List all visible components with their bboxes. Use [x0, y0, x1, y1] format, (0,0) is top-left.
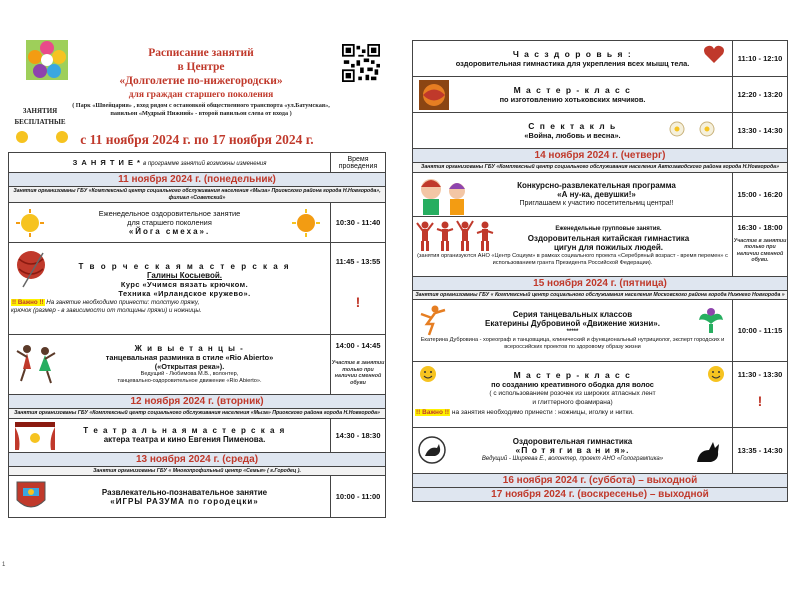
event-line: «Война, любовь и весна». — [524, 130, 621, 140]
event-line: крючок (размер - в зависимости от толщины пряжи) и ножницы. — [11, 306, 202, 314]
event-line: Ведущий - Любимова М.В., волонтер, — [140, 371, 239, 377]
event-line: по созданию креативного ободка для волос — [491, 380, 654, 389]
event-row — [413, 428, 788, 474]
day-row — [413, 474, 788, 488]
event-time: 12:20 - 13:20 — [733, 77, 788, 113]
day-title: 15 ноября 2024 г. (пятница) — [413, 276, 788, 290]
event-time: 14:30 - 18:30 — [331, 418, 386, 452]
day-off-sun: 17 ноября 2024 г. (воскресенье) – выходной — [413, 488, 788, 502]
day-off-sat: 16 ноября 2024 г. (суббота) – выходной — [413, 474, 788, 488]
org-row — [413, 290, 788, 300]
left-schedule — [8, 152, 386, 518]
exclamation-icon: ! — [355, 294, 361, 310]
col-header-time: Время проведения — [331, 153, 386, 173]
title-line: Расписание занятий — [148, 47, 254, 59]
event-row — [413, 77, 788, 113]
subtitle: для граждан старшего поколения — [128, 90, 274, 100]
page-number: 1 — [2, 562, 6, 568]
schedule-table-left — [8, 152, 386, 518]
event-line: Оздоровительная гимнастика — [512, 437, 633, 446]
org-text: Занятия организованы ГБУ « Многопрофильный центр «Семья» ( г.Городец ). — [9, 466, 386, 476]
event-time: 16:30 - 18:00 — [737, 222, 783, 232]
event-title: Т в о р ч е с к а я м а с т е р с к а я — [78, 261, 291, 271]
event-row — [9, 203, 386, 243]
event-line: и глиттерного фоамирана) — [532, 399, 613, 406]
event-title: «А ну-ка, девушки!» — [557, 189, 636, 199]
event-line: Приглашаем к участию посетительниц центра!! — [519, 199, 674, 207]
flowers-icon — [663, 117, 723, 143]
date-range: с 11 ноября 2024 г. по 17 ноября 2024 г. — [80, 132, 314, 147]
event-time: 15:00 - 16:20 — [733, 172, 788, 216]
event-time: 11:10 - 12:10 — [733, 41, 788, 77]
address-line: павильон «Мудрый Нижний» - второй павильон слева от входа ) — [110, 110, 292, 117]
qr-code-icon[interactable] — [342, 44, 380, 82]
event-time: 10:00 - 11:00 — [331, 476, 386, 518]
event-line: на занятия необходимо принести : ножницы, иголку и нитки. — [451, 409, 634, 416]
day-title: 12 ноября 2024 г. (вторник) — [9, 395, 386, 409]
event-line: актера театра и кино Евгения Пименова. — [103, 435, 266, 444]
org-text: Занятия организованы ГБУ « Комплексный центр социального обслуживания населения Московского района города Нижнего Новгорода » — [413, 290, 788, 300]
event-row — [9, 335, 386, 395]
gorodets-emblem-icon — [15, 480, 47, 514]
event-line: Еженедельные групповые занятия. — [555, 225, 662, 232]
event-line: Курс «Учимся вязать крючком. — [120, 279, 249, 289]
day-title: 13 ноября 2024 г. (среда) — [9, 452, 386, 466]
address-line: ( Парк «Швейцария» , вход рядом с остановкой общественного транспорта «ул.Батумская», — [72, 102, 330, 109]
org-row — [9, 466, 386, 476]
event-row — [9, 243, 386, 335]
day-title: 11 ноября 2024 г. (понедельник) — [9, 173, 386, 187]
event-line: ( с использованием розочек из широких атласных лент — [489, 390, 656, 397]
event-row — [413, 216, 788, 276]
day-row — [9, 395, 386, 409]
sun-icon — [291, 209, 321, 237]
yarn-ball-icon — [13, 249, 49, 289]
event-time: 11:30 - 13:30 — [737, 370, 783, 379]
event-title: Т е а т р а л ь н а я м а с т е р с к а я — [83, 426, 286, 435]
day-row — [413, 276, 788, 290]
event-title: М а с т е р - к л а с с — [513, 84, 632, 95]
col-header-note: в программе занятий возможны изменения — [143, 161, 267, 167]
free-badge: ЗАНЯТИЯ БЕСПЛАТНЫЕ — [14, 106, 66, 152]
theater-curtain-icon — [15, 422, 55, 450]
day-row — [9, 452, 386, 466]
event-row — [9, 418, 386, 452]
important-badge: !! Важно !! — [416, 409, 450, 416]
event-line: для старшего поколения — [127, 218, 212, 227]
event-time: 10:30 - 11:40 — [331, 203, 386, 243]
khotkovo-ball-icon — [419, 80, 449, 110]
cheering-women-icon — [415, 175, 471, 215]
sun-icon — [15, 209, 45, 237]
event-line: Развлекательно-познавательное занятие — [101, 487, 268, 497]
org-text: Занятия организованы ГБУ «Комплексный центр социального обслуживания населения Автозаводского района города Н.Новгорода» — [413, 163, 788, 173]
event-line: На занятие необходимо принести: толстую пряжу, — [46, 298, 200, 306]
event-line: танцевальная разминка в стиле «Rio Abierto» — [105, 353, 274, 362]
day-row — [9, 173, 386, 187]
event-title: М а с т е р - к л а с с — [513, 370, 632, 380]
event-title: Ч а с з д о р о в ь я : — [512, 48, 633, 59]
event-title: «ИГРЫ РАЗУМА по городецки» — [110, 496, 259, 506]
black-cat-icon — [693, 436, 723, 464]
event-note: Участие в занятии только при наличии сменной обуви. — [733, 237, 787, 263]
org-text: Занятия организованы ГБУ «Комплексный центр социального обслуживания населения «Мыза» Приокского района города Н.Новгорода», филиал «Советский» — [9, 187, 386, 203]
event-row — [413, 41, 788, 77]
event-time: 11:45 - 13:55 — [335, 257, 381, 266]
event-line: оздоровительная гимнастика для укрепления всех мышц тела. — [455, 58, 690, 68]
schedule-table-right — [412, 40, 788, 502]
col-header-activity: З А Н Я Т И Е * — [72, 158, 141, 167]
flower-logo-icon — [26, 40, 68, 80]
event-title: Оздоровительная китайская гимнастика — [527, 233, 690, 243]
event-time: 14:00 - 14:45 — [335, 341, 381, 350]
important-badge: !! Важно !! — [12, 298, 44, 306]
event-line: ***** — [566, 329, 579, 335]
event-title: Екатерины Дубровиной «Движение жизни». — [485, 319, 660, 328]
org-row — [9, 409, 386, 419]
event-row — [413, 113, 788, 149]
event-line: (занятия организуются АНО «Центр Социум» в рамках социального проекта «Серебряный возраст - время перемен» с использованием гранта Президента Российской Федерации). — [417, 252, 728, 266]
day-row — [413, 488, 788, 502]
event-row — [413, 300, 788, 362]
org-row — [413, 163, 788, 173]
day-title: 14 ноября 2024 г. (четверг) — [413, 149, 788, 163]
day-row — [413, 149, 788, 163]
right-schedule — [412, 40, 788, 502]
event-time: 13:30 - 14:30 — [733, 113, 788, 149]
smiley-icon — [705, 364, 727, 384]
event-line: Серия танцевальных классов — [512, 310, 633, 319]
event-title: Галины Косыевой. — [147, 270, 222, 280]
exclamation-icon: ! — [757, 393, 763, 409]
event-line: Екатерина Дубровина - хореограф и танцовщица, клинический и функциональный нутрициолог, эксперт городских и всероссийских проектов по здоровому образу жизни — [420, 337, 725, 350]
event-title: Ж и в ы е т а н ц ы - — [134, 344, 245, 353]
heart-icon — [703, 44, 725, 64]
title-block — [70, 46, 332, 118]
event-title: С п е к т а к л ь — [528, 120, 617, 131]
event-line: Ведущий - Ширяева Е., волонтер, проект АНО «Гологрампика» — [481, 456, 664, 462]
event-title: цигун для пожилых людей. — [554, 242, 663, 252]
org-row — [9, 187, 386, 203]
event-row — [413, 362, 788, 428]
smiley-icon — [417, 364, 439, 384]
cat-stretch-icon — [417, 434, 447, 466]
event-time: 10:00 - 11:15 — [733, 300, 788, 362]
event-line: Техника «Ирландское кружево». — [118, 288, 251, 298]
title-line: в Центре — [177, 61, 225, 73]
event-line: («Открытая река»). — [154, 362, 225, 371]
event-line: Еженедельное оздоровительное занятие — [98, 209, 241, 218]
event-line: Конкурсно-развлекательная программа — [517, 180, 676, 190]
qigong-figures-icon — [415, 219, 495, 253]
dancer-silhouette-icon — [417, 304, 447, 336]
event-line: по изготовлению хотьковских мячиков. — [499, 94, 646, 104]
event-line: танцевально-оздоровительное движение «Rio Abierto». — [117, 378, 262, 384]
dancers-icon — [13, 341, 59, 387]
event-title: «Йога смеха». — [128, 227, 211, 236]
event-time: 13:35 - 14:30 — [733, 428, 788, 474]
table-header — [9, 153, 386, 173]
event-note: Участие в занятии только при наличии сменной обуви — [331, 360, 385, 386]
title-line: «Долголетие по-нижегородски» — [119, 75, 283, 87]
org-text: Занятия организованы ГБУ «Комплексный центр социального обслуживания населения «Мыза» Приокского района города Н.Новгорода» — [9, 409, 386, 419]
event-row — [413, 172, 788, 216]
wellness-figure-icon — [697, 306, 725, 334]
event-row — [9, 476, 386, 518]
event-title: «П о т я г и в а н и я». — [515, 445, 630, 455]
